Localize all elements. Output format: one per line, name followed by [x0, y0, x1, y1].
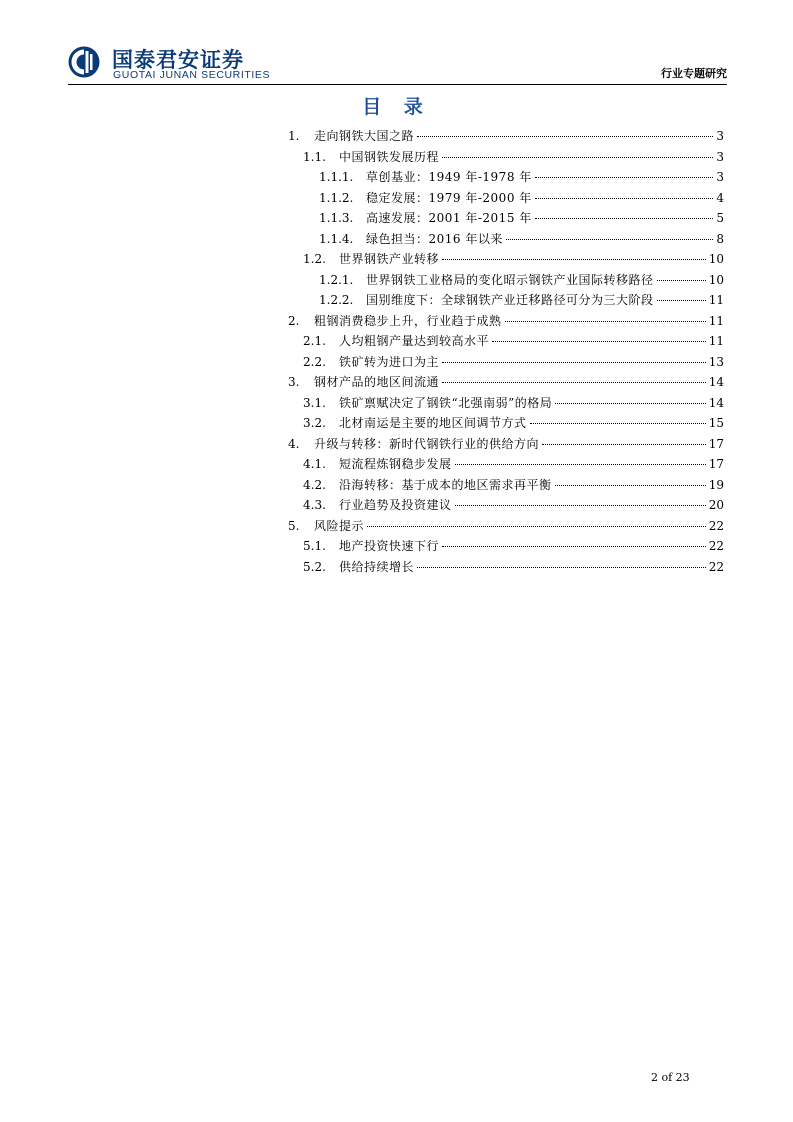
toc-entry[interactable]: [288, 229, 724, 250]
toc-entry-number: 4.1.: [303, 457, 326, 471]
toc-dot-leader: [442, 362, 706, 363]
toc-entry-number: 1.1.3.: [319, 211, 354, 225]
toc-entry-page: 19: [708, 477, 724, 492]
toc-entry[interactable]: [288, 536, 724, 557]
toc-entry[interactable]: [288, 249, 724, 270]
toc-entry[interactable]: [288, 331, 724, 352]
toc-entry-number: 2.2.: [303, 354, 326, 369]
toc-dot-leader: [417, 136, 713, 137]
toc-entry[interactable]: [288, 352, 724, 373]
toc-dot-leader: [442, 157, 713, 158]
toc-dot-leader: [506, 239, 714, 240]
toc-entry-page: 8: [716, 231, 724, 246]
toc-entry-title: 供给持续增长: [339, 559, 415, 574]
toc-entry[interactable]: [288, 454, 724, 475]
header-divider: [68, 84, 727, 85]
toc-entry-page: 17: [708, 457, 724, 471]
toc-entry-page: 22: [708, 539, 724, 553]
toc-entry-number: 1.1.1.: [319, 170, 354, 184]
toc-entry-number: 2.1.: [303, 334, 326, 348]
toc-dot-leader: [535, 198, 714, 199]
toc-entry-number: 1.2.: [303, 252, 326, 266]
toc-entry-page: 3: [716, 149, 724, 164]
toc-entry-number: 3.: [288, 375, 300, 389]
toc-entry-page: 4: [716, 190, 724, 205]
toc-entry-page: 5: [716, 211, 724, 225]
toc-entry-title: 行业趋势及投资建议: [339, 498, 452, 512]
toc-entry-page: 22: [708, 518, 724, 533]
toc-entry-number: 1.2.1.: [319, 272, 354, 287]
toc-entry-title: 风险提示: [314, 518, 365, 533]
toc-entry[interactable]: [288, 516, 724, 537]
toc-dot-leader: [657, 300, 706, 301]
toc-entry-page: 13: [708, 354, 724, 369]
toc-dot-leader: [442, 382, 706, 383]
toc-entry[interactable]: [288, 270, 724, 291]
toc-dot-leader: [442, 546, 706, 547]
toc-entry-page: 17: [708, 436, 724, 451]
toc-dot-leader: [555, 403, 705, 404]
toc-entry-title: 铁矿禀赋决定了钢铁“北强南弱”的格局: [339, 395, 553, 410]
toc-entry-number: 2.: [288, 313, 300, 328]
guotai-junan-logo-icon: [68, 46, 102, 78]
toc-entry-title: 短流程炼钢稳步发展: [339, 457, 452, 471]
toc-entry-title: 粗钢消费稳步上升，行业趋于成熟: [314, 313, 502, 328]
toc-entry-title: 草创基业：1949 年-1978 年: [366, 170, 532, 184]
toc-entry-title: 世界钢铁工业格局的变化昭示钢铁产业国际转移路径: [366, 272, 654, 287]
toc-entry-page: 14: [708, 375, 724, 389]
toc-entry-title: 绿色担当：2016 年以来: [366, 231, 503, 246]
toc-entry[interactable]: [288, 475, 724, 496]
toc-dot-leader: [367, 526, 706, 527]
toc-entry-number: 4.2.: [303, 477, 326, 492]
toc-entry[interactable]: [288, 290, 724, 311]
toc-dot-leader: [455, 505, 706, 506]
toc-entry[interactable]: [288, 413, 724, 434]
toc-entry-page: 11: [708, 313, 724, 328]
toc-entry-title: 稳定发展：1979 年-2000 年: [366, 190, 532, 205]
toc-dot-leader: [417, 567, 706, 568]
toc-entry-title: 升级与转移：新时代钢铁行业的供给方向: [314, 436, 540, 451]
toc-entry[interactable]: [288, 372, 724, 393]
toc-entry[interactable]: [288, 188, 724, 209]
toc-entry-page: 14: [708, 395, 724, 410]
toc-entry-page: 10: [708, 272, 724, 287]
report-type: 行业专题研究: [661, 67, 727, 80]
toc-entry-number: 4.: [288, 436, 300, 451]
toc-entry-number: 1.1.: [303, 149, 326, 164]
toc-entry-page: 15: [708, 416, 724, 430]
toc-entry-number: 1.2.2.: [319, 293, 354, 307]
toc-entry-title: 地产投资快速下行: [339, 539, 440, 553]
toc-entry[interactable]: [288, 147, 724, 168]
toc-entry-title: 人均粗钢产量达到较高水平: [339, 334, 490, 348]
toc-entry[interactable]: [288, 434, 724, 455]
table-of-contents: [288, 126, 724, 577]
toc-entry-number: 1.1.4.: [319, 231, 354, 246]
toc-entry[interactable]: [288, 126, 724, 147]
toc-entry-page: 11: [708, 334, 724, 348]
toc-entry-page: 20: [708, 498, 724, 512]
toc-entry[interactable]: [288, 393, 724, 414]
toc-dot-leader: [542, 444, 706, 445]
toc-entry-title: 世界钢铁产业转移: [339, 252, 440, 266]
toc-entry-number: 3.2.: [303, 416, 326, 430]
brand-name-en: GUOTAI JUNAN SECURITIES: [113, 69, 271, 81]
toc-entry-number: 1.1.2.: [319, 190, 354, 205]
toc-entry-title: 钢材产品的地区间流通: [314, 375, 440, 389]
toc-entry[interactable]: [288, 557, 724, 578]
toc-entry-title: 中国钢铁发展历程: [339, 149, 440, 164]
toc-entry-number: 5.: [288, 518, 300, 533]
toc-dot-leader: [535, 218, 714, 219]
toc-entry-title: 铁矿转为进口为主: [339, 354, 440, 369]
toc-entry-title: 高速发展：2001 年-2015 年: [366, 211, 532, 225]
toc-entry-number: 5.2.: [303, 559, 326, 574]
toc-entry-title: 国别维度下：全球钢铁产业迁移路径可分为三大阶段: [366, 293, 654, 307]
page-number: 2 of 23: [651, 1071, 690, 1084]
toc-entry-title: 北材南运是主要的地区间调节方式: [339, 416, 527, 430]
toc-entry[interactable]: [288, 167, 724, 188]
toc-entry[interactable]: [288, 495, 724, 516]
toc-entry-page: 22: [708, 559, 724, 574]
toc-title: 目 录: [362, 96, 431, 118]
toc-entry-page: 10: [708, 252, 724, 266]
toc-entry-number: 4.3.: [303, 498, 326, 512]
toc-entry-page: 3: [716, 170, 724, 184]
toc-entry-title: 沿海转移：基于成本的地区需求再平衡: [339, 477, 552, 492]
toc-dot-leader: [455, 464, 706, 465]
toc-entry-title: 走向钢铁大国之路: [314, 129, 415, 143]
toc-dot-leader: [530, 423, 706, 424]
toc-dot-leader: [555, 485, 706, 486]
toc-entry-page: 3: [716, 129, 724, 143]
toc-entry[interactable]: [288, 208, 724, 229]
toc-dot-leader: [505, 321, 706, 322]
toc-entry-page: 11: [708, 293, 724, 307]
toc-dot-leader: [535, 177, 714, 178]
page-header: [68, 44, 727, 84]
toc-entry-number: 5.1.: [303, 539, 326, 553]
toc-dot-leader: [492, 341, 706, 342]
toc-dot-leader: [657, 280, 706, 281]
toc-entry-number: 3.1.: [303, 395, 326, 410]
toc-entry-number: 1.: [288, 129, 300, 143]
brand-name-cn: 国泰君安证券: [112, 48, 244, 72]
toc-dot-leader: [442, 259, 706, 260]
toc-entry[interactable]: [288, 311, 724, 332]
